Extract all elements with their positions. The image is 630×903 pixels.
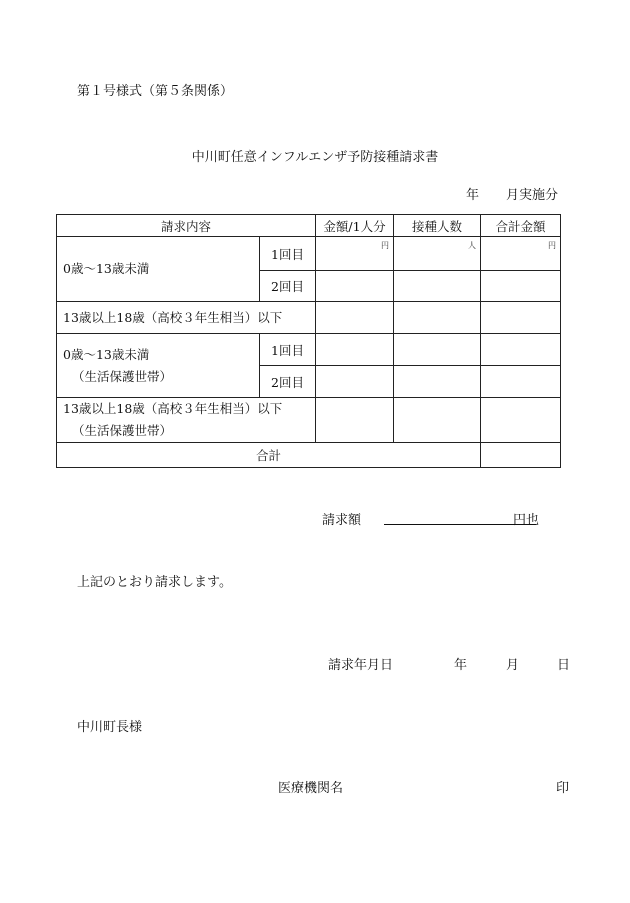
persons-cell[interactable] [394, 398, 481, 443]
request-date-day: 日 [557, 658, 571, 673]
request-date-year: 年 [454, 658, 468, 673]
institution-name-label: 医療機関名 [278, 781, 344, 796]
header-amount-per-person: 金額/1人分 [316, 215, 394, 237]
persons-cell[interactable] [394, 366, 481, 398]
amount-cell[interactable] [316, 366, 394, 398]
header-persons: 接種人数 [394, 215, 481, 237]
category-cell [57, 398, 316, 443]
table-row [57, 334, 561, 366]
total-cell[interactable] [481, 334, 561, 366]
category-cell: 0歳～13歳未満 [57, 237, 260, 302]
total-cell[interactable] [481, 271, 561, 302]
header-total-amount: 合計金額 [481, 215, 561, 237]
dose-cell: 2回目 [260, 271, 316, 302]
table-header-row [57, 215, 561, 237]
total-cell[interactable] [481, 302, 561, 334]
yen-unit: 円 [548, 241, 557, 250]
total-cell[interactable] [481, 398, 561, 443]
amount-cell[interactable] [316, 271, 394, 302]
table-row [57, 237, 561, 271]
table-row [57, 302, 561, 334]
category-subline: （生活保護世帯） [72, 423, 173, 438]
category-cell: 13歳以上18歳（高校３年生相当）以下 [57, 302, 316, 334]
amount-cell[interactable] [316, 302, 394, 334]
claim-amount-unit: 円也 [513, 513, 540, 528]
request-date-label: 請求年月日 [328, 658, 394, 673]
persons-cell[interactable] [394, 271, 481, 302]
persons-cell[interactable] [394, 334, 481, 366]
table-row [57, 398, 561, 443]
amount-cell[interactable] [316, 334, 394, 366]
form-number: 第１号様式（第５条関係） [77, 84, 234, 99]
seal-mark: 印 [556, 781, 570, 796]
total-cell[interactable] [481, 366, 561, 398]
grand-total-cell[interactable] [481, 443, 561, 468]
yen-unit: 円 [381, 241, 390, 250]
addressee: 中川町長様 [77, 720, 143, 735]
dose-cell: 2回目 [260, 366, 316, 398]
category-subline: （生活保護世帯） [72, 368, 173, 384]
request-statement: 上記のとおり請求します。 [77, 575, 232, 590]
total-cell[interactable] [481, 237, 561, 271]
dose-cell: 1回目 [260, 237, 316, 271]
person-unit: 人 [468, 241, 477, 250]
persons-cell[interactable] [394, 237, 481, 271]
category-line: 13歳以上18歳（高校３年生相当）以下 [63, 401, 283, 416]
request-date-month: 月 [506, 658, 520, 673]
claim-amount-label: 請求額 [322, 513, 362, 528]
claim-table [56, 214, 561, 468]
total-label: 合計 [57, 443, 481, 468]
category-cell [57, 334, 260, 398]
period-year-char: 年 [466, 188, 480, 203]
amount-cell[interactable] [316, 237, 394, 271]
document-title: 中川町任意インフルエンザ予防接種請求書 [191, 150, 439, 165]
amount-cell[interactable] [316, 398, 394, 443]
table-total-row [57, 443, 561, 468]
persons-cell[interactable] [394, 302, 481, 334]
dose-cell: 1回目 [260, 334, 316, 366]
header-content: 請求内容 [57, 215, 316, 237]
period-month-label: 月実施分 [506, 188, 559, 203]
category-line: 0歳～13歳未満 [63, 346, 150, 362]
